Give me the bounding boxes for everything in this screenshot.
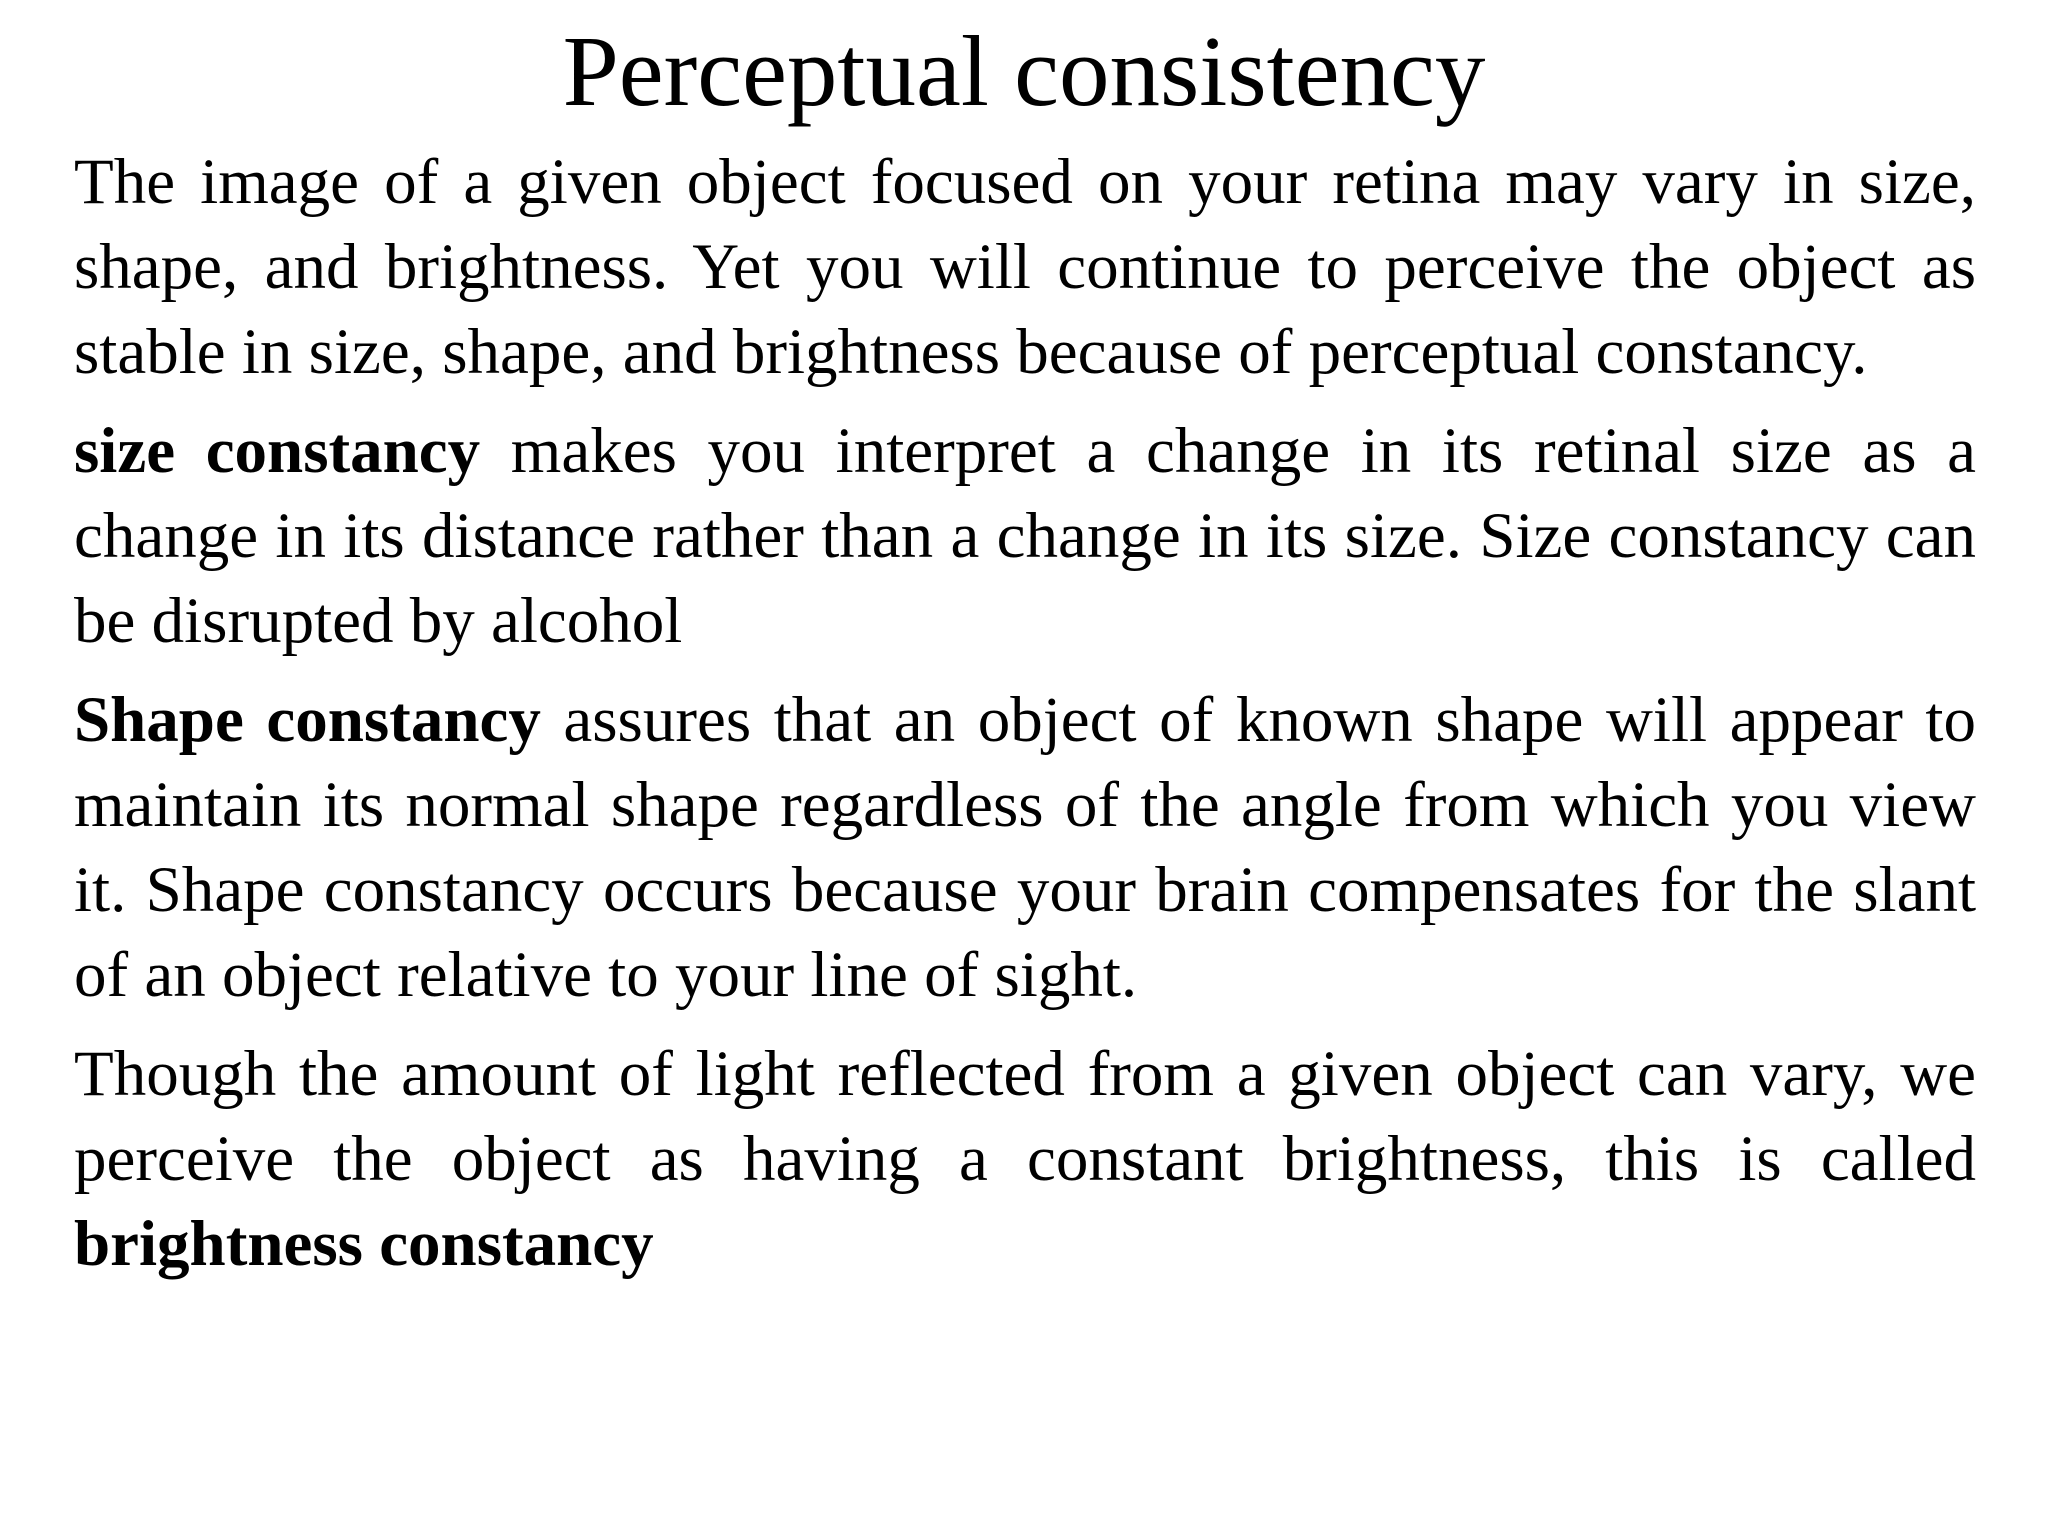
term-shape-constancy: Shape constancy bbox=[74, 684, 541, 756]
term-brightness-constancy: brightness constancy bbox=[74, 1208, 654, 1280]
paragraph-brightness-constancy bbox=[74, 1032, 1976, 1287]
paragraph-size-constancy bbox=[74, 409, 1976, 664]
paragraph-text: Though the amount of light reflected from a given object can vary, we perceive the object as having a constant brightness, this is called bbox=[74, 1038, 1976, 1195]
slide-body bbox=[74, 140, 1976, 1301]
slide-title: Perceptual consistency bbox=[562, 15, 1486, 127]
paragraph-text: assures that an object of known shape will appear to maintain its normal shape regardless of the angle from which you view it. Shape constancy occurs because your brain compensates for the slant of an object relative to your line of sight. bbox=[74, 684, 1976, 1011]
term-size-constancy: size constancy bbox=[74, 415, 481, 487]
paragraph-text: The image of a given object focused on your retina may vary in size, shape, and brightness. Yet you will continue to perceive the object as stable in size, shape, and brightness because of perceptual constancy. bbox=[74, 146, 1976, 388]
paragraph-shape-constancy bbox=[74, 678, 1976, 1018]
paragraph-text: makes you interpret a change in its retinal size as a change in its distance rather than a change in its size. Size constancy can be disrupted by alcohol bbox=[74, 415, 1977, 657]
paragraph-perceptual-constancy bbox=[74, 140, 1976, 395]
